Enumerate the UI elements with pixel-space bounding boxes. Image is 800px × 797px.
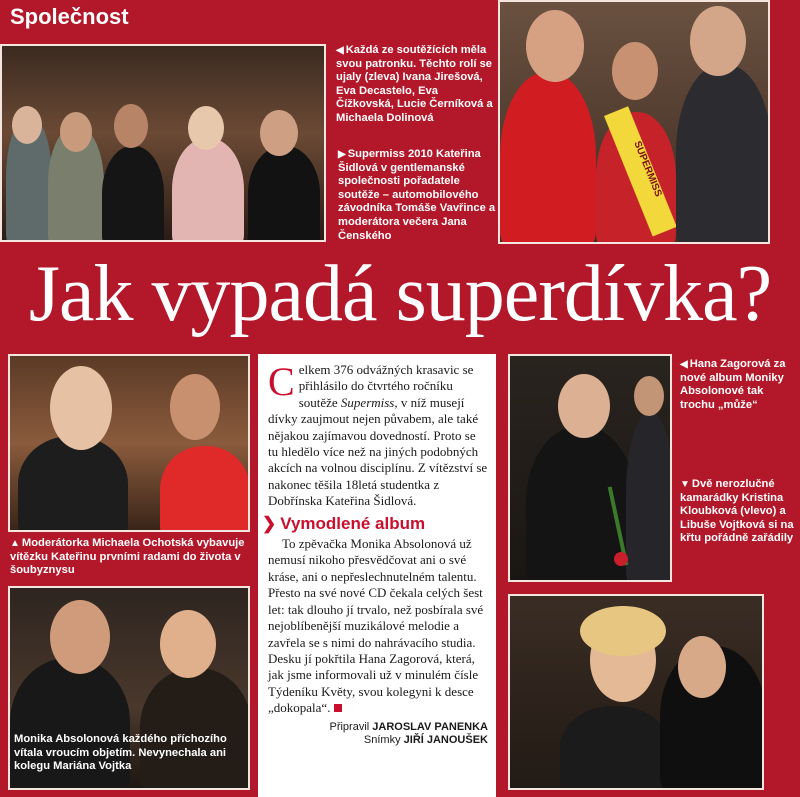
chevron-right-icon: ❯	[262, 513, 277, 533]
article-body	[258, 354, 496, 797]
winner-sash: SUPERMISS	[604, 106, 677, 236]
caption-winner-gentlemen: ▶ Supermiss 2010 Kateřina Šidlová v gentlemanské společnosti pořadatele soutěže – automobilového závodníka Tomáše Vavřince a moderátora večera Jana Čenského	[338, 148, 496, 242]
arrow-left-icon: ◀	[680, 359, 688, 370]
photo-zagorova	[508, 354, 672, 582]
caption-zagorova: ◀ Hana Zagorová za nové album Moniky Absolonové tak trochu „může“	[680, 358, 786, 411]
photo-winner-with-hosts	[498, 0, 770, 244]
arrow-right-icon: ▶	[338, 149, 346, 160]
photo-moderator-winner	[8, 354, 250, 532]
arrow-left-icon: ◀	[336, 45, 344, 56]
caption-moderator: ▲ Moderátorka Michaela Ochotská vybavuje vítězku Kateřinu prvními radami do života v šoubyznysu	[10, 537, 245, 577]
arrow-down-icon: ▼	[680, 479, 690, 490]
caption-friends: ▼ Dvě nerozlučné kamarádky Kristina Kloubková (vlevo) a Libuše Vojtková si na křtu pořádně zařádily	[680, 478, 794, 545]
photo-patronesses	[0, 44, 326, 242]
photo-friends	[508, 594, 764, 790]
section-label: Společnost	[0, 0, 170, 36]
caption-absolonova-embrace: Monika Absolonová každého příchozího vítala vroucím objetím. Nevynechala ani kolegu Mariána Vojtka	[14, 733, 227, 773]
caption-patronesses: ◀ Každá ze soutěžících měla svou patronku. Těchto rolí se ujaly (zleva) Ivana Jirešová, Eva Decastelo, Eva Čížkovská, Lucie Černíková a Michaela Dolinová	[336, 44, 493, 124]
end-mark-icon	[334, 704, 342, 712]
article-credits: Připravil JAROSLAV PANENKA Snímky JIŘÍ JANOUŠEK	[329, 720, 488, 746]
arrow-up-icon: ▲	[10, 538, 20, 549]
article-paragraph-1: Celkem 376 odvážných krasavic se přihlásilo do čtvrtého ročníku soutěže Supermiss, v níž musejí dívky zaujmout nejen půvabem, ale také nějakou zajímavou dovedností. Proto se tu hledělo více než na jiných podobných akcích na volnou disciplínu. Z vítězství se nakonec těšila 18letá studentka z Dobřínska Kateřina Šidlová.	[268, 359, 488, 509]
headline: Jak vypadá superdívka?	[28, 250, 772, 338]
article-subheading: ❯ Vymodlené album	[262, 513, 426, 533]
drop-cap: C	[268, 359, 295, 404]
article-paragraph-2: To zpěvačka Monika Absolonová už nemusí nikoho přesvědčovat ani o své kráse, ani o nepřeslechnutelném talentu. Přesto na své nové CD čekala celých šest let: tak dlouho jí trvalo, než posbírala své nejoblíbenější muzikálové melodie a zavřela se s nimi do nahrávacího studia. Desku jí pokřtila Hana Zagorová, která, jak jsme informovali už v minulém čísle Týdeníku Květy, svou kolegyni k desce „dokopala“.	[268, 536, 484, 716]
